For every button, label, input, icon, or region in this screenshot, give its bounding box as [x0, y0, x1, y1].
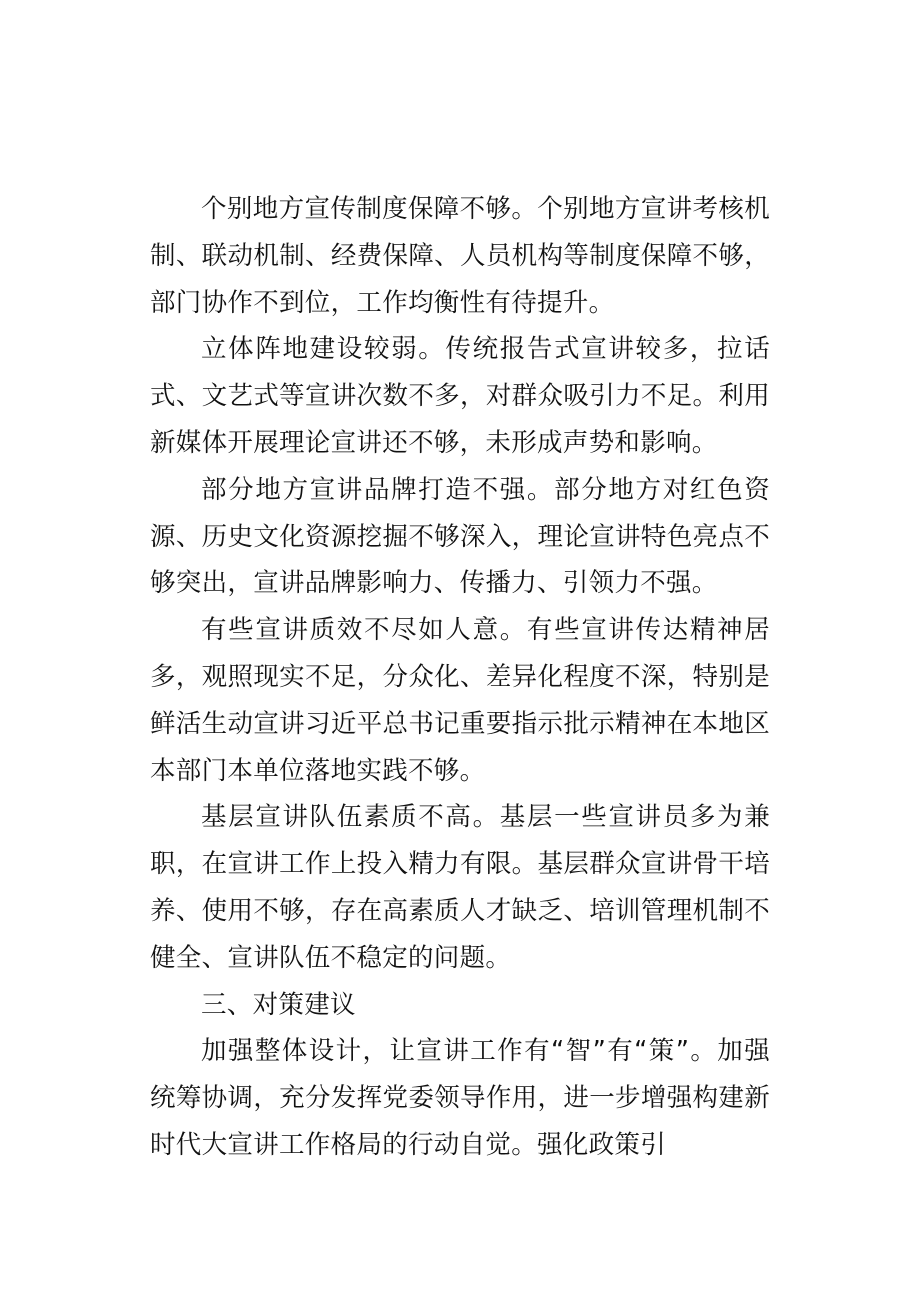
paragraph-overall-design: 加强整体设计，让宣讲工作有“智”有“策”。加强统筹协调，充分发挥党委领导作用，进一步增强构建新时代大宣讲工作格局的行动自觉。强化政策引 — [150, 1036, 770, 1160]
paragraph-policy-guarantee: 个别地方宣传制度保障不够。个别地方宣讲考核机制、联动机制、经费保障、人员机构等制度保障不够，部门协作不到位，工作均衡性有待提升。 — [150, 194, 770, 318]
paragraph-platform-building: 立体阵地建设较弱。传统报告式宣讲较多，拉话式、文艺式等宣讲次数不多，对群众吸引力不足。利用新媒体开展理论宣讲还不够，未形成声势和影响。 — [150, 334, 770, 458]
paragraph-brand-building: 部分地方宣讲品牌打造不强。部分地方对红色资源、历史文化资源挖掘不够深入，理论宣讲特色亮点不够突出，宣讲品牌影响力、传播力、引领力不强。 — [150, 474, 770, 599]
paragraph-quality-effect: 有些宣讲质效不尽如人意。有些宣讲传达精神居多，观照现实不足，分众化、差异化程度不深，特别是鲜活生动宣讲习近平总书记重要指示批示精神在本地区本部门本单位落地实践不够。 — [150, 615, 770, 786]
paragraph-grassroots-team: 基层宣讲队伍素质不高。基层一些宣讲员多为兼职，在宣讲工作上投入精力有限。基层群众宣讲骨干培养、使用不够，存在高素质人才缺乏、培训管理机制不健全、宣讲队伍不稳定的问题。 — [150, 802, 770, 973]
document-body — [150, 186, 770, 1169]
section-heading-countermeasures: 三、对策建议 — [201, 989, 356, 1020]
